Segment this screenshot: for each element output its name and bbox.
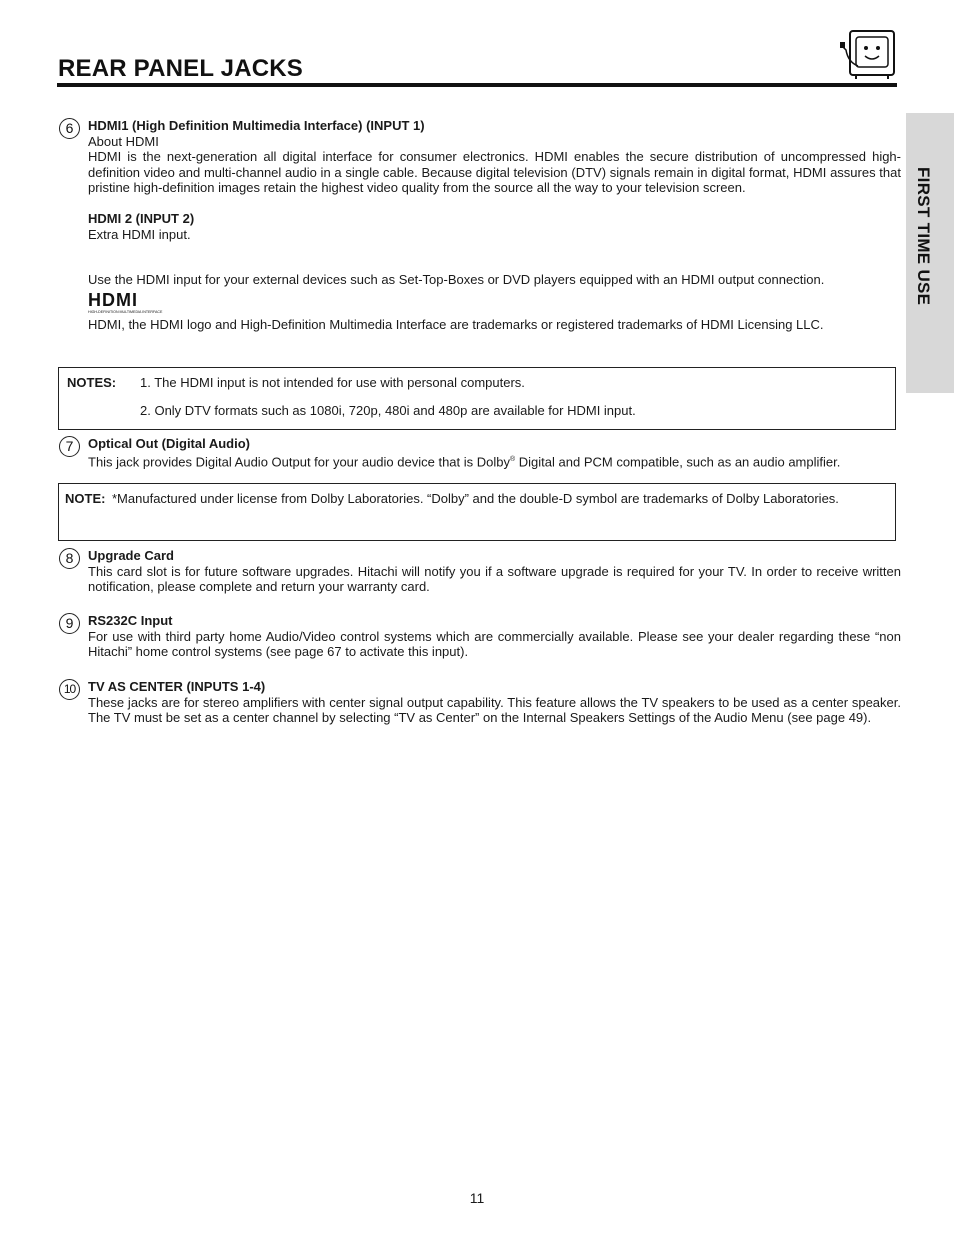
registered-mark: ® xyxy=(510,455,516,463)
section-optical-out xyxy=(59,436,901,470)
item-number-7: 7 xyxy=(59,436,80,457)
note-label: NOTE: xyxy=(65,491,106,506)
rs232c-heading: RS232C Input xyxy=(88,613,173,628)
item-number-9: 9 xyxy=(59,613,80,634)
section-rs232c xyxy=(59,613,901,660)
optical-heading: Optical Out (Digital Audio) xyxy=(88,436,251,451)
item-number-6: 6 xyxy=(59,118,80,139)
hdmi-heading: HDMI1 (High Definition Multimedia Interface) (INPUT 1) xyxy=(88,118,425,133)
optical-text xyxy=(88,452,901,470)
hdmi-trademark-text: HDMI, the HDMI logo and High-Definition Multimedia Interface are trademarks or registered trademarks of HDMI Licensing LLC. xyxy=(88,316,824,332)
notes-label: NOTES: xyxy=(67,375,117,390)
rs232c-text: For use with third party home Audio/Video control systems which are commercially available. Please see your dealer regarding these “non Hitachi” home control systems (see page 67 to activate this input). xyxy=(88,628,901,660)
hdmi-paragraph: HDMI is the next-generation all digital interface for consumer electronics. HDMI enables the secure distribution of uncompressed high-definition video and multi-channel audio in a single cable. Because digital television (DTV) signals remain in digital format, HDMI assures that pristine high-definition images retain the highest video quality from the source all the way to your television screen. xyxy=(88,149,901,196)
item-number-8: 8 xyxy=(59,548,80,569)
section-hdmi xyxy=(59,118,901,332)
section-side-tab xyxy=(906,113,954,393)
tv-center-heading: TV AS CENTER (INPUTS 1-4) xyxy=(88,679,266,694)
hdmi-logo-wordmark: HDMI xyxy=(88,290,138,310)
notes-box-hdmi xyxy=(58,367,896,430)
optical-text-start: This jack provides Digital Audio Output for your audio device that is Dolby xyxy=(88,453,510,469)
hdmi-logo xyxy=(88,291,182,315)
optical-text-end: Digital and PCM compatible, such as an audio amplifier. xyxy=(515,453,841,469)
title-rule xyxy=(57,83,897,87)
note-item-2: 2. Only DTV formats such as 1080i, 720p, 480i and 480p are available for HDMI input. xyxy=(140,403,636,418)
hdmi-logo-tagline: HIGH-DEFINITION MULTIMEDIA INTERFACE xyxy=(88,309,163,314)
upgrade-text: This card slot is for future software upgrades. Hitachi will notify you if a software upgrade is required for your TV. In order to receive written notification, please complete and return your warranty card. xyxy=(88,563,901,595)
page-number: 11 xyxy=(469,1190,485,1206)
hdmi-subheading: About HDMI xyxy=(88,133,159,149)
tv-center-text: These jacks are for stereo amplifiers with center signal output capability. This feature allows the TV speakers to be used as a center speaker. The TV must be set as a center channel by selecting “TV as Center” on the Internal Speakers Settings of the Audio Menu (see page 49). xyxy=(88,694,901,726)
dolby-note-text: *Manufactured under license from Dolby Laboratories. “Dolby” and the double-D symbol are trademarks of Dolby Laboratories. xyxy=(112,491,839,506)
side-tab-label: FIRST TIME USE xyxy=(914,167,933,306)
hdmi2-heading: HDMI 2 (INPUT 2) xyxy=(88,210,195,226)
hdmi2-text: Extra HDMI input. xyxy=(88,226,191,242)
upgrade-heading: Upgrade Card xyxy=(88,548,174,563)
section-tv-as-center xyxy=(59,679,901,726)
note-item-1: 1. The HDMI input is not intended for use with personal computers. xyxy=(140,375,525,390)
hdmi-usage-text: Use the HDMI input for your external devices such as Set-Top-Boxes or DVD players equipped with an HDMI output connection. xyxy=(88,272,825,288)
section-upgrade-card xyxy=(59,548,901,595)
tv-mascot-icon xyxy=(838,28,898,80)
page-title: REAR PANEL JACKS xyxy=(58,55,304,82)
note-box-dolby xyxy=(58,483,896,541)
item-number-10: 10 xyxy=(59,679,80,700)
